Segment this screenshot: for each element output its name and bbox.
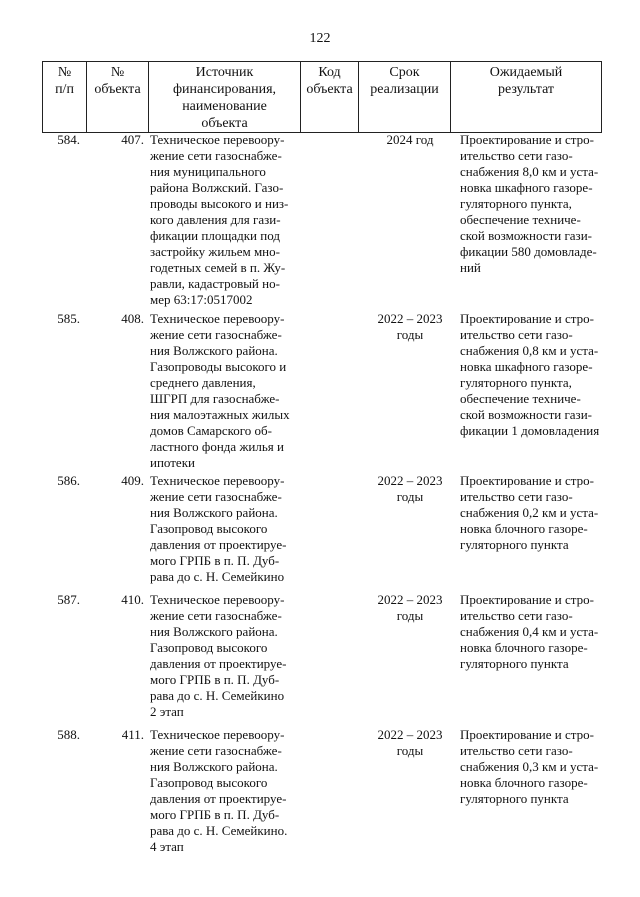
header-source: Источник финансирования, наименование объекта <box>149 62 301 133</box>
expected-result: Проектирование и стро- ительство сети газо- снабжения 0,4 км и уста- новка блочного газоре- гуляторного пункта <box>460 592 599 671</box>
expected-result: Проектирование и стро- ительство сети газо- снабжения 8,0 км и уста- новка шкафного газоре- гуляторного пункта, обеспечение техниче- ской возможности гази- фикации 580 домовладе- ний <box>460 132 599 275</box>
object-number: 407. <box>121 132 144 147</box>
header-term: Срок реализации <box>359 62 451 133</box>
expected-result: Проектирование и стро- ительство сети газо- снабжения 0,3 км и уста- новка блочного газоре- гуляторного пункта <box>460 727 599 806</box>
row-number: 586. <box>57 473 80 488</box>
object-number: 408. <box>121 311 144 326</box>
source-name: Техническое перевоору- жение сети газоснабже- ния Волжского района. Газопровод высокого давления от проектируе- мого ГРПБ в п. П. Дуб- рава до с. Н. Семейкино <box>150 473 287 584</box>
source-name: Техническое перевоору- жение сети газоснабже- ния Волжского района. Газопровод высокого давления от проектируе- мого ГРПБ в п. П. Дуб- рава до с. Н. Семейкино. 4 этап <box>150 727 288 854</box>
header-code: Код объекта <box>301 62 359 133</box>
header-num: № п/п <box>43 62 87 133</box>
source-name: Техническое перевоору- жение сети газоснабже- ния Волжского района. Газопровод высокого давления от проектируе- мого ГРПБ в п. П. Дуб- рава до с. Н. Семейкино 2 этап <box>150 592 287 719</box>
implementation-term: 2022 – 2023 годы <box>377 473 443 504</box>
implementation-term: 2022 – 2023 годы <box>377 311 443 342</box>
row-number: 588. <box>57 727 80 742</box>
implementation-term: 2024 год <box>386 132 434 147</box>
row-number: 587. <box>57 592 80 607</box>
row-number: 584. <box>57 132 80 147</box>
header-result: Ожидаемый результат <box>451 62 602 133</box>
page-number: 122 <box>309 31 331 46</box>
object-number: 410. <box>121 592 144 607</box>
source-name: Техническое перевоору- жение сети газоснабже- ния Волжского района. Газопроводы высокого и среднего давления, ШГРП для газоснабже- ния малоэтажных жилых домов Самарского об- ластного фонда жилья и ипотеки <box>150 311 290 470</box>
object-number: 411. <box>121 727 144 742</box>
table-header <box>42 61 602 133</box>
row-number: 585. <box>57 311 80 326</box>
header-object-num: № объекта <box>87 62 149 133</box>
expected-result: Проектирование и стро- ительство сети газо- снабжения 0,8 км и уста- новка шкафного газоре- гуляторного пункта, обеспечение техниче- ской возможности гази- фикации 1 домовладения <box>460 311 600 438</box>
implementation-term: 2022 – 2023 годы <box>377 592 443 623</box>
implementation-term: 2022 – 2023 годы <box>377 727 443 758</box>
object-number: 409. <box>121 473 144 488</box>
expected-result: Проектирование и стро- ительство сети газо- снабжения 0,2 км и уста- новка блочного газоре- гуляторного пункта <box>460 473 599 552</box>
source-name: Техническое перевоору- жение сети газоснабже- ния муниципального района Волжский. Газо- проводы высокого и низ- кого давления для гази- фикации площадки под застройку жильем мно- годетных семей в п. Жу- равли, кадастровый но- мер 63:17:0517002 <box>150 132 289 307</box>
